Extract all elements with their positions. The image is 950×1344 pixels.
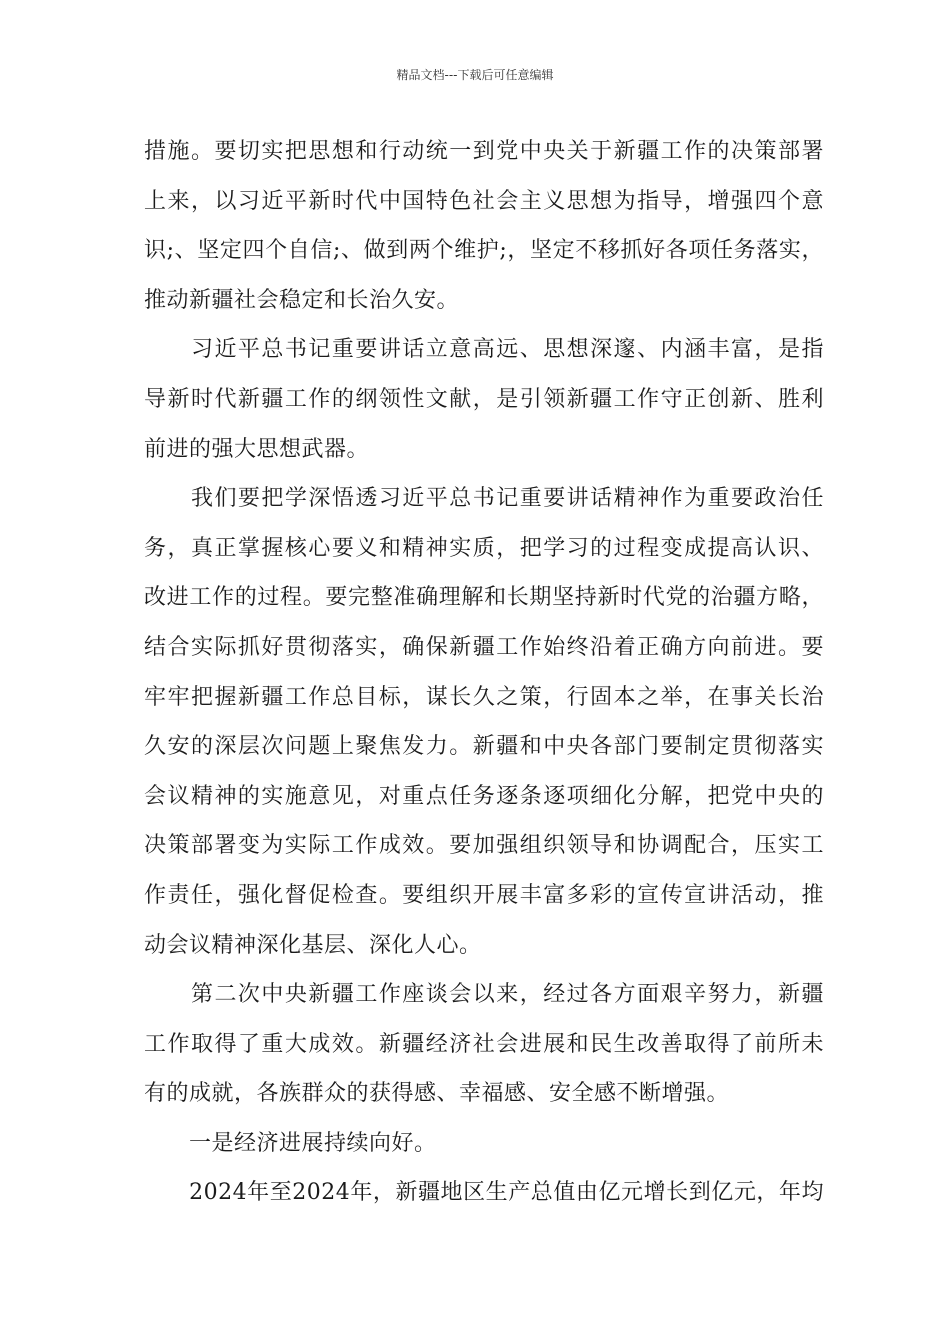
page-header: 精品文档---下载后可任意编辑 <box>396 68 554 82</box>
text-line: 一是经济进展持续向好。 <box>144 1130 437 1156</box>
text-line: 有的成就，各族群众的获得感、幸福感、安全感不断增强。 <box>144 1081 730 1107</box>
text-line: 识;、坚定四个自信;、做到两个维护;，坚定不移抓好各项任务落实， <box>144 238 824 264</box>
text-line: 导新时代新疆工作的纲领性文献，是引领新疆工作守正创新、胜利 <box>144 386 824 412</box>
text-line: 务，真正掌握核心要义和精神实质，把学习的过程变成提高认识、 <box>144 535 824 561</box>
text-line: 习近平总书记重要讲话立意高远、思想深邃、内涵丰富，是指 <box>144 337 824 363</box>
document-body <box>144 134 824 1225</box>
text-line: 2024年至2024年，新疆地区生产总值由亿元增长到亿元，年均 <box>144 1180 824 1206</box>
text-line: 动会议精神深化基层、深化人心。 <box>144 932 482 958</box>
text-line: 久安的深层次问题上聚焦发力。新疆和中央各部门要制定贯彻落实 <box>144 734 824 760</box>
text-line: 会议精神的实施意见，对重点任务逐条逐项细化分解，把党中央的 <box>144 783 824 809</box>
text-line: 第二次中央新疆工作座谈会以来，经过各方面艰辛努力，新疆 <box>144 982 824 1008</box>
text-line: 措施。要切实把思想和行动统一到党中央关于新疆工作的决策部署 <box>144 139 824 164</box>
text-line: 改进工作的过程。要完整准确理解和长期坚持新时代党的治疆方略， <box>144 585 824 611</box>
text-line: 前进的强大思想武器。 <box>144 436 370 462</box>
text-line: 推动新疆社会稳定和长治久安。 <box>144 287 460 313</box>
text-line: 结合实际抓好贯彻落实，确保新疆工作始终沿着正确方向前进。要 <box>144 634 824 660</box>
text-line: 工作取得了重大成效。新疆经济社会进展和民生改善取得了前所未 <box>144 1031 824 1057</box>
text-line: 牢牢把握新疆工作总目标，谋长久之策，行固本之举，在事关长治 <box>144 684 824 710</box>
text-line: 作责任，强化督促检查。要组织开展丰富多彩的宣传宣讲活动，推 <box>144 882 824 908</box>
text-line: 上来，以习近平新时代中国特色社会主义思想为指导，增强四个意 <box>144 188 824 214</box>
text-line: 我们要把学深悟透习近平总书记重要讲话精神作为重要政治任 <box>144 486 824 512</box>
text-line: 决策部署变为实际工作成效。要加强组织领导和协调配合，压实工 <box>144 833 824 859</box>
